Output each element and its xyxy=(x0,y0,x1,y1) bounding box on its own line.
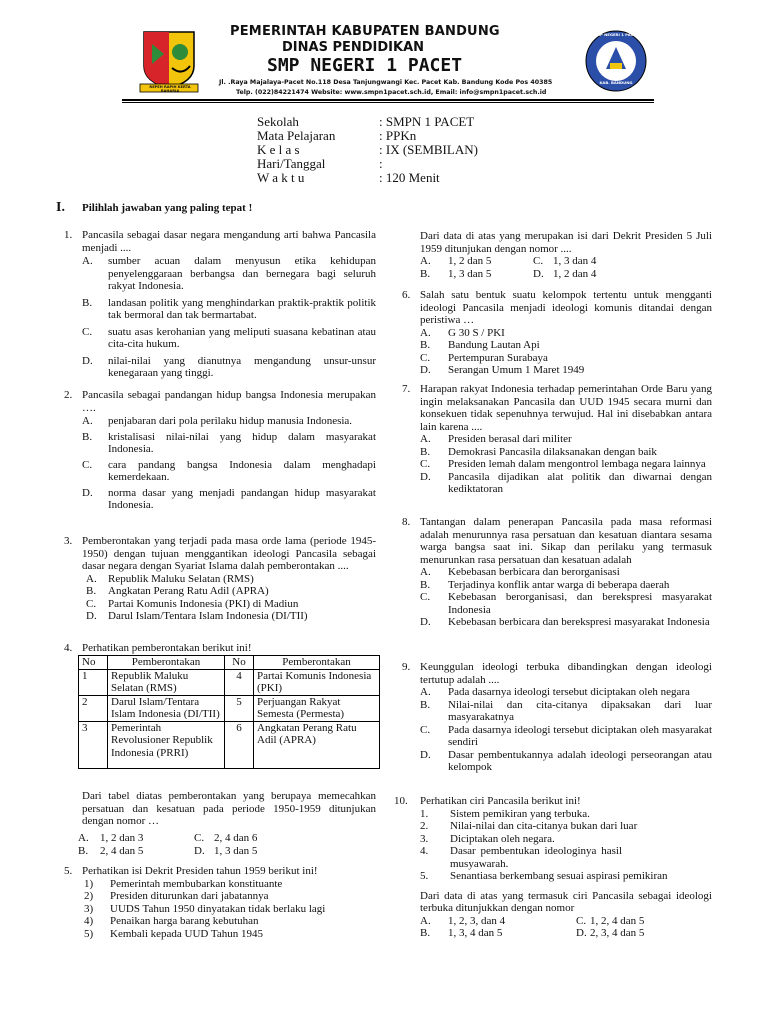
header-school-name: SMP NEGERI 1 PACET xyxy=(267,55,463,76)
question-stem: Perhatikan isi Dekrit Presiden tahun 1959 berikut ini! xyxy=(82,865,318,877)
list-item: 4) Penaikan harga barang kebutuhan xyxy=(84,915,259,927)
question-10-continued: Dari data di atas yang termasuk ciri Pancasila sebagai ideologi terbuka ditunjukkan dengan nomor xyxy=(420,889,712,914)
header-rule-thin xyxy=(122,102,654,103)
option-b: B. Nilai-nilai dan cita-citanya dipaksakan dari luar masyarakatnya xyxy=(420,698,712,723)
question-stem: Harapan rakyat Indonesia terhadap pemerintahan Orde Baru yang ingin melaksanakan Pancasila dan UUD 1945 secara murni dan konsekuen tidak sepenuhnya terwujud. Hal ini disebabkan antara lain karena .... xyxy=(420,383,712,433)
option-b: B. landasan politik yang menghindarkan praktik-praktik politik tak bermoral dan tak bermartabat. xyxy=(82,296,376,321)
question-stem: Perhatikan pemberontakan berikut ini! xyxy=(82,642,252,654)
question-3: 3. Pemberontakan yang terjadi pada masa orde lama (periode 1945-1950) dengan tujuan menggantikan ideologi Pancasila sebagai dasar negara dengan Syariat Islama dalah pemberontakan .... A. Republik Maluku Selatan (RMS) B. Angkatan Perang Ratu Adil (APRA) C. Partai Komunis Indonesia (PKI) di Madiun D. Darul Islam/Tentara Islam Indonesia (DI/TII) xyxy=(64,535,376,622)
option-d: D. Kebebasan berbicara dan berekspresi masyarakat Indonesia xyxy=(420,616,710,628)
option-row: B. 1, 3, 4 dan 5 D. 2, 3, 4 dan 5 xyxy=(420,927,645,939)
question-10: 10. Perhatikan ciri Pancasila berikut ini! 1. Sistem pemikiran yang terbuka. 2. Nilai-nilai dan cita-citanya bukan dari luar 3. Diciptakan oleh negara. 4. Dasar pembentukan ideologinya hasil musyawarah. 5. Senantiasa berkembang sesuai aspirasi pemikiran Dari data di atas yang termasuk ciri Pancasila sebagai ideologi terbuka ditunjukkan dengan nomor A. 1, 2, 3, dan 4 C. 1, 2, 4 dan 5 B. 1, 3, 4 dan 5 D. 2, 3, 4 dan 5 xyxy=(394,795,712,939)
question-4-followup: Dari tabel diatas pemberontakan yang berupaya memecahkan persatuan dan kesatuan pada periode 1950-1959 ditunjukan dengan nomor … xyxy=(82,790,376,827)
header-department: DINAS PENDIDIKAN xyxy=(282,40,425,55)
option-row: B. 1, 3 dan 5 D. 1, 2 dan 4 xyxy=(420,267,597,280)
section-heading: I. Pilihlah jawaban yang paling tepat ! xyxy=(56,200,253,215)
option-a: A. Republik Maluku Selatan (RMS) xyxy=(86,572,254,585)
option-c: C. Pertempuran Surabaya xyxy=(420,351,548,364)
section-instruction: Pilihlah jawaban yang paling tepat ! xyxy=(82,202,253,214)
header-address: Jl. .Raya Majalaya-Pacet No.118 Desa Tanjungwangi Kec. Pacet Kab. Bandung Kode Pos 40385 xyxy=(219,79,553,86)
table-row: 1 Republik Maluku Selatan (RMS) 4 Partai Komunis Indonesia (PKI) xyxy=(79,669,380,695)
option-b: B. Demokrasi Pancasila dilaksanakan dengan baik xyxy=(420,445,657,458)
option-c: C. cara pandang bangsa Indonesia dalam menghadapi kemerdekaan. xyxy=(82,458,376,483)
list-item: 2) Presiden diturunkan dari jabatannya xyxy=(84,890,269,902)
header-rule xyxy=(122,99,654,101)
question-stem: Pemberontakan yang terjadi pada masa orde lama (periode 1945-1950) dengan tujuan menggantikan ideologi Pancasila sebagai dasar negara dengan Syariat Islama dalah pemberontakan .... xyxy=(82,535,376,572)
option-b: B. kristalisasi nilai-nilai yang hidup dalam masyarakat Indonesia. xyxy=(82,430,376,455)
question-2: 2. Pancasila sebagai pandangan hidup bangsa Indonesia merupakan …. A. penjabaran dari pola perilaku hidup manusia Indonesia. B. kristalisasi nilai-nilai yang hidup dalam masyarakat Indonesia. C. cara pandang bangsa Indonesia dalam menghadapi kemerdekaan. D. norma dasar yang menjadi pandangan hidup masyarakat Indonesia. xyxy=(64,389,376,511)
question-stem: Perhatikan ciri Pancasila berikut ini! xyxy=(420,795,581,807)
question-stem: Pancasila sebagai pandangan hidup bangsa Indonesia merupakan …. xyxy=(82,389,376,414)
letterhead xyxy=(122,24,654,102)
option-a: A. Kebebasan berbicara dan berorganisasi xyxy=(420,566,620,578)
question-stem: Tantangan dalam penerapan Pancasila pada masa reformasi adalah menurunnya rasa persatuan dan kesatuan diantara sesama warga bangsa saat ini. Sikap dan perilaku yang termasuk menurunkan rasa persatuan dan kesatuan adalah xyxy=(420,516,712,566)
header-government: PEMERINTAH KABUPATEN BANDUNG xyxy=(230,24,500,39)
rebellion-table xyxy=(78,655,380,769)
list-item: 3. Diciptakan oleh negara. xyxy=(420,832,555,845)
question-5-continued: Dari data di atas yang merupakan isi dari Dekrit Presiden 5 Juli 1959 ditunjukan dengan nomor .... A. 1, 2 dan 5 C. 1, 3 dan 4 B. 1, 3 dan 5 D. 1, 2 dan 4 xyxy=(420,230,712,280)
option-a: A. Pada dasarnya ideologi tersebut diciptakan oleh negara xyxy=(420,686,690,698)
option-c: C. suatu asas kerohanian yang meliputi suasana kebatinan atau cita-cita hukum. xyxy=(82,325,376,350)
option-d: D. norma dasar yang menjadi pandangan hidup masyarakat Indonesia. xyxy=(82,486,376,511)
option-b: B. Bandung Lautan Api xyxy=(420,339,540,351)
option-a: A. Presiden berasal dari militer xyxy=(420,433,572,445)
question-9: 9. Keunggulan ideologi terbuka dibandingkan dengan ideologi tertutup adalah .... A. Pada dasarnya ideologi tersebut diciptakan oleh negara B. Nilai-nilai dan cita-citanya dipaksakan dari luar masyarakatnya C. Pada dasarnya ideologi tersebut diciptakan oleh masyarakat sendiri D. Dasar pembentukannya adalah ideologi perseorangan atau kelompok xyxy=(402,661,712,773)
question-1: 1. Pancasila sebagai dasar negara mengandung arti bahwa Pancasila menjadi .... A. sumber acuan dalam menyusun etika kehidupan penyelenggaraan berbangsa dan bernegara bagi seluruh rakyat Indonesia. B. landasan politik yang menghindarkan praktik-praktik politik tak bermoral dan tak bermartabat. C. suatu asas kerohanian yang meliputi suasana kebatinan atau cita-cita hukum. D. nilai-nilai yang dianutnya mengandung unsur-unsur kenegaraan yang tinggi. xyxy=(64,229,376,379)
option-d: D. nilai-nilai yang dianutnya mengandung unsur-unsur kenegaraan yang tinggi. xyxy=(82,354,376,379)
option-row: A. 1, 2 dan 3 C. 2, 4 dan 6 xyxy=(78,832,258,844)
question-stem: Salah satu bentuk suatu kelompok tertentu untuk mengganti ideologi Pancasila menjadi ideologi komunis ditandai dengan peristiwa … xyxy=(420,289,712,326)
option-row: A. 1, 2, 3, dan 4 C. 1, 2, 4 dan 5 xyxy=(420,914,645,927)
table-row: 3 Pemerintah Revolusioner Republik Indonesia (PRRI) 6 Angkatan Perang Ratu Adil (APRA) xyxy=(79,721,380,768)
option-a: A. G 30 S / PKI xyxy=(420,326,505,339)
list-item: 1. Sistem pemikiran yang terbuka. xyxy=(420,807,590,820)
list-item: 2. Nilai-nilai dan cita-citanya bukan dari luar xyxy=(420,820,638,832)
question-8: 8. Tantangan dalam penerapan Pancasila pada masa reformasi adalah menurunnya rasa persatuan dan kesatuan diantara sesama warga bangsa saat ini. Sikap dan perilaku yang termasuk menurunkan rasa persatuan dan kesatuan adalah A. Kebebasan berbicara dan berorganisasi B. Terjadinya konflik antar warga di beberapa daerah C. Kebebasan berorganisasi, dan berekspresi masyarakat Indonesia D. Kebebasan berbicara dan berekspresi masyarakat Indonesia xyxy=(402,516,712,628)
list-item: 5) Kembali kepada UUD Tahun 1945 xyxy=(84,927,263,940)
option-d: D. Darul Islam/Tentara Islam Indonesia (DI/TII) xyxy=(86,610,308,622)
option-d: D. Dasar pembentukannya adalah ideologi perseorangan atau kelompok xyxy=(420,748,712,773)
option-a: A. sumber acuan dalam menyusun etika kehidupan penyelenggaraan berbangsa dan bernegara bagi seluruh rakyat Indonesia. xyxy=(82,255,376,292)
option-c: C. Partai Komunis Indonesia (PKI) di Madiun xyxy=(86,597,299,610)
question-7: 7. Harapan rakyat Indonesia terhadap pemerintahan Orde Baru yang ingin melaksanakan Pancasila dan UUD 1945 secara murni dan konsekuen tidak sepenuhnya terwujud. Hal ini disebabkan antara lain karena .... A. Presiden berasal dari militer B. Demokrasi Pancasila dilaksanakan dengan baik C. Presiden lemah dalam mengontrol lembaga negara lainnya D. Pancasila dijadikan alat politik dan diwarnai dengan kediktatoran xyxy=(402,383,712,495)
logo-banner-text: REPEH RAPIH KERTA RAHARJA xyxy=(149,85,191,93)
list-item: 5. Senantiasa berkembang sesuai aspirasi pemikiran xyxy=(420,870,668,882)
school-logo-bottom-text: KAB. BANDUNG xyxy=(599,80,633,85)
question-4-options xyxy=(78,832,378,857)
header-contact: Telp. (022)84221474 Website: www.smpn1pacet.sch.id, Email: info@smpn1pacet.sch.id xyxy=(236,89,547,96)
question-4: 4. Perhatikan pemberontakan berikut ini! xyxy=(64,642,376,655)
option-c: C. Presiden lemah dalam mengontrol lembaga negara lainnya xyxy=(420,458,706,470)
option-c: C. Pada dasarnya ideologi tersebut diciptakan oleh masyarakat sendiri xyxy=(420,723,712,748)
question-6: 6. Salah satu bentuk suatu kelompok tertentu untuk mengganti ideologi Pancasila menjadi ideologi komunis ditandai dengan peristiwa … A. G 30 S / PKI B. Bandung Lautan Api C. Pertempuran Surabaya D. Serangan Umum 1 Maret 1949 xyxy=(402,289,712,376)
question-stem: Keunggulan ideologi terbuka dibandingkan dengan ideologi tertutup adalah .... xyxy=(420,661,712,686)
list-item: 1) Pemerintah membubarkan konstituante xyxy=(84,877,283,890)
question-stem: Pancasila sebagai dasar negara mengandung arti bahwa Pancasila menjadi .... xyxy=(82,229,376,254)
option-d: D. Serangan Umum 1 Maret 1949 xyxy=(420,364,585,376)
option-b: B. Angkatan Perang Ratu Adil (APRA) xyxy=(86,585,269,597)
option-row: B. 2, 4 dan 5 D. 1, 3 dan 5 xyxy=(78,844,258,857)
list-item: 4. Dasar pembentukan ideologinya hasil musyawarah. xyxy=(420,845,622,870)
table-row: 2 Darul Islam/Tentara Islam Indonesia (DI/TII) 5 Perjuangan Rakyat Semesta (Permesta) xyxy=(79,695,380,721)
option-a: A. penjabaran dari pola perilaku hidup manusia Indonesia. xyxy=(82,415,353,427)
option-b: B. Terjadinya konflik antar warga di beberapa daerah xyxy=(420,578,670,591)
option-row: A. 1, 2 dan 5 C. 1, 3 dan 4 xyxy=(420,255,597,267)
option-d: D. Pancasila dijadikan alat politik dan diwarnai dengan kediktatoran xyxy=(420,470,712,495)
table-header-row: No Pemberontakan No Pemberontakan xyxy=(79,656,380,670)
school-logo-ring-text: SMP NEGERI 1 PACET xyxy=(593,32,639,37)
list-item: 3) UUDS Tahun 1950 dinyatakan tidak berlaku lagi xyxy=(84,902,326,915)
question-5: 5. Perhatikan isi Dekrit Presiden tahun 1959 berikut ini! 1) Pemerintah membubarkan konstituante 2) Presiden diturunkan dari jabatannya 3) UUDS Tahun 1950 dinyatakan tidak berlaku lagi 4) Penaikan harga barang kebutuhan 5) Kembali kepada UUD Tahun 1945 xyxy=(64,865,376,940)
option-c: C. Kebebasan berorganisasi, dan berekspresi masyarakat Indonesia xyxy=(420,591,712,616)
